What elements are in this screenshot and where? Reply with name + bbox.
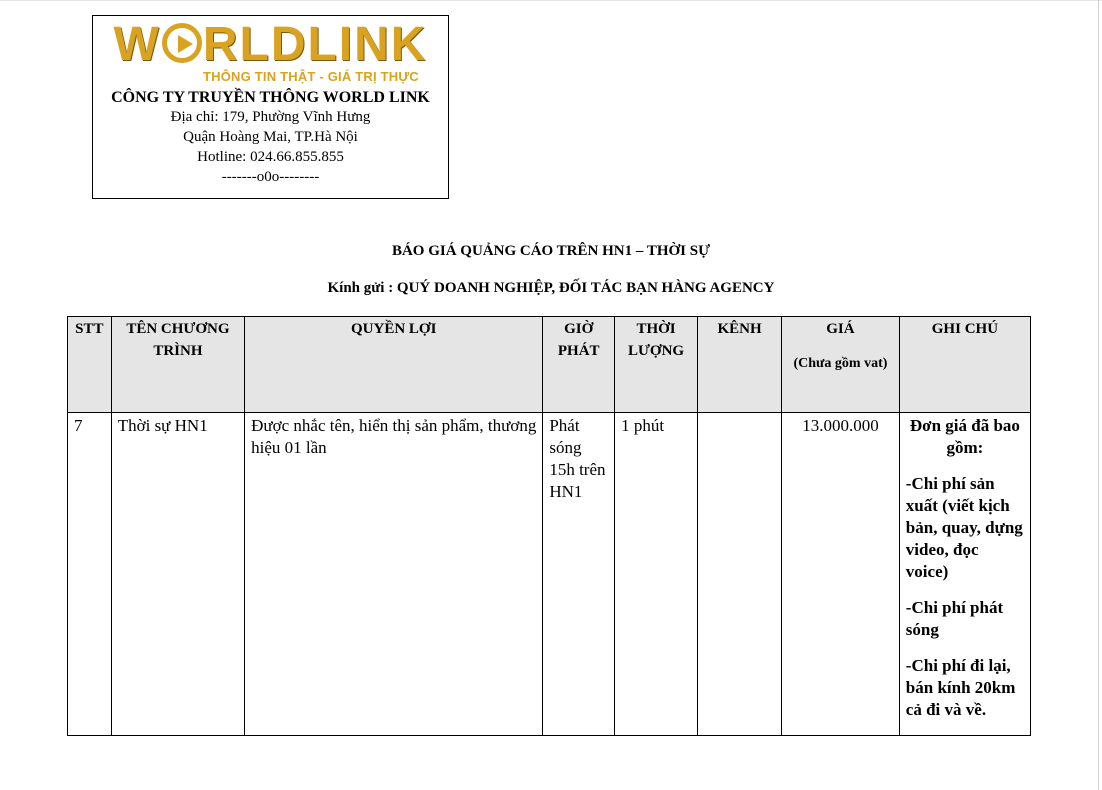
company-name: CÔNG TY TRUYỀN THÔNG WORLD LINK	[111, 89, 430, 106]
cell-stt: 7	[68, 413, 112, 736]
header-ghi-chu: GHI CHÚ	[899, 317, 1030, 413]
cell-thoi-luong: 1 phút	[615, 413, 698, 736]
document-recipient: Kính gửi : QUÝ DOANH NGHIỆP, ĐỐI TÁC BẠN HÀNG AGENCY	[327, 280, 775, 296]
cell-kenh	[698, 413, 782, 736]
note-line: Đơn giá đã bao gồm:	[909, 416, 1020, 457]
header-quyen-loi: QUYỀN LỢI	[245, 317, 543, 413]
header-stt: STT	[68, 317, 112, 413]
note-line: -Chi phí đi lại, bán kính 20km cả đi và về.	[905, 656, 1016, 719]
play-icon	[162, 23, 202, 63]
header-ten-chuong-trinh: TÊN CHƯƠNG TRÌNH	[111, 317, 244, 413]
cell-ten-chuong-trinh: Thời sự HN1	[111, 413, 244, 736]
header-gio-phat: GIỜ PHÁT	[543, 317, 615, 413]
header-thoi-luong: THỜI LƯỢNG	[615, 317, 698, 413]
cell-gia: 13.000.000	[782, 413, 900, 736]
table-row	[68, 413, 1031, 736]
header-gia-label: GIÁ	[826, 321, 855, 337]
logo-tagline: THÔNG TIN THẬT - GIÁ TRỊ THỰC	[203, 69, 419, 84]
page-right-border	[1098, 0, 1099, 790]
header-separator: -------o0o--------	[221, 169, 320, 185]
company-header-box	[92, 15, 449, 199]
quotation-table	[67, 316, 1031, 736]
note-line: -Chi phí sản xuất (viết kịch bản, quay, dựng video, đọc voice)	[905, 474, 1023, 581]
header-gia	[782, 317, 900, 413]
company-hotline: Hotline: 024.66.855.855	[197, 149, 344, 165]
page-top-border	[0, 0, 1102, 1]
document-title: BÁO GIÁ QUẢNG CÁO TRÊN HN1 – THỜI SỰ	[391, 243, 711, 259]
note-line: -Chi phí phát sóng	[905, 598, 1004, 639]
cell-quyen-loi: Được nhắc tên, hiển thị sản phẩm, thương hiệu 01 lần	[245, 413, 543, 736]
header-kenh: KÊNH	[698, 317, 782, 413]
table-header-row	[68, 317, 1031, 413]
header-gia-note: (Chưa gồm vat)	[793, 356, 888, 371]
company-address-line2: Quận Hoàng Mai, TP.Hà Nội	[183, 129, 358, 145]
logo-wordmark: W RLDLINK	[113, 18, 428, 71]
worldlink-logo	[93, 19, 448, 87]
cell-gio-phat: Phát sóng 15h trên HN1	[543, 413, 615, 736]
cell-ghi-chu	[899, 413, 1030, 736]
company-address-line1: Địa chỉ: 179, Phường Vĩnh Hưng	[170, 109, 371, 125]
